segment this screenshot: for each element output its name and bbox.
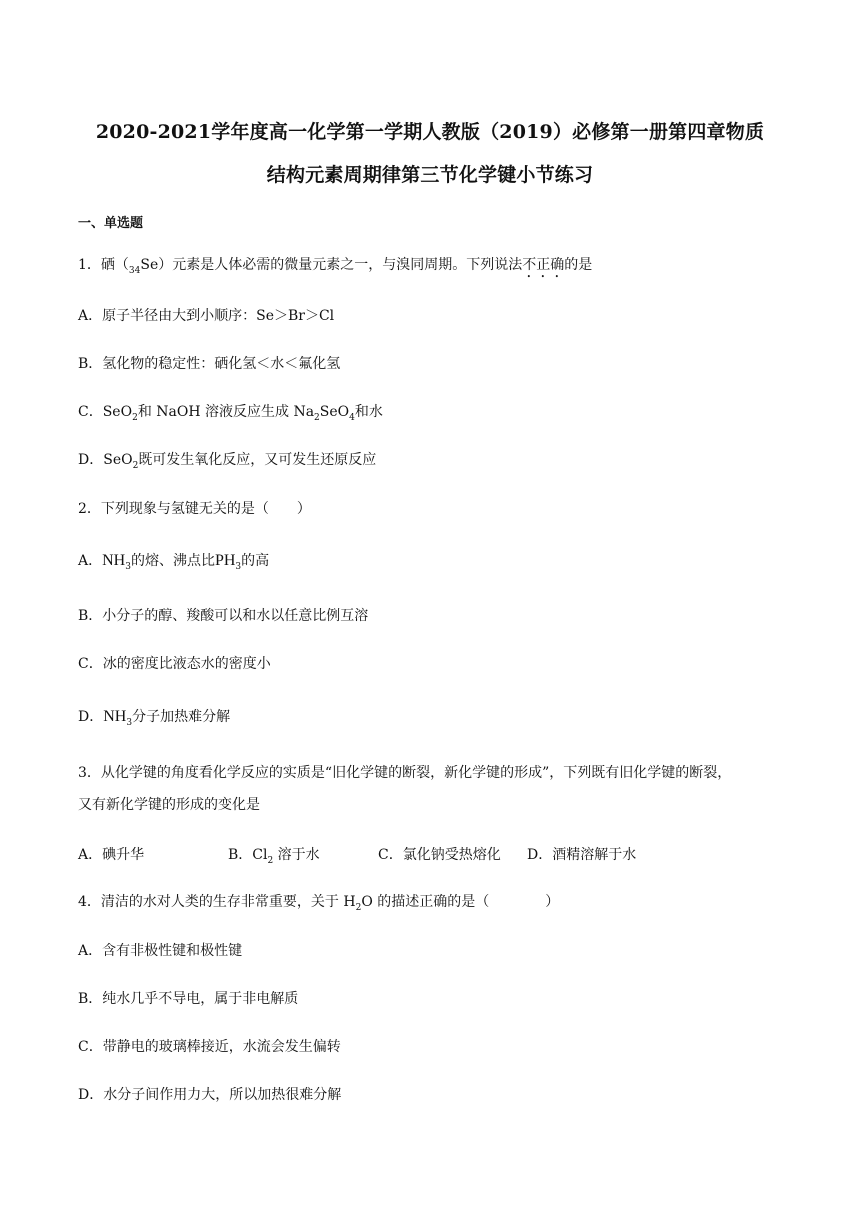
question-1-option-c: C．SeO$_2$和 NaOH 溶液反应生成 $Na_2SeO_4$和水 (78, 404, 383, 423)
question-2-option-a: A．$NH_3$的熔、沸点比$PH_3$的高 (78, 552, 270, 572)
question-1-stem: 1．硒$(_{34}Se)$元素是人体必需的微量元素之一，与溴同周期。下列说法不正确的是 (78, 257, 593, 276)
question-3-option-b: B．$Cl_2$ 溶于水 (228, 847, 320, 866)
question-2-option-b: B．小分子的醇、羧酸可以和水以任意比例互溶 (78, 608, 369, 624)
question-3-option-d: D．酒精溶解于水 (527, 847, 637, 863)
question-1-option-a: A．原子半径由大到小顺序：Se＞Br＞Cl (78, 308, 335, 324)
question-4-option-c: C．带静电的玻璃棒接近，水流会发生偏转 (78, 1039, 341, 1055)
question-2-option-c: C．冰的密度比液态水的密度小 (78, 656, 271, 672)
question-3-stem-line1: 3．从化学键的角度看化学反应的实质是“旧化学键的断裂，新化学键的形成”，下列既有旧化学键的断裂， (78, 765, 732, 781)
document-title-line2: 结构元素周期律第三节化学键小节练习 (266, 164, 594, 186)
question-1-option-d: D．SeO$_2$既可发生氧化反应，又可发生还原反应 (78, 452, 377, 471)
question-1-option-b: B．氢化物的稳定性：硒化氢＜水＜氟化氢 (78, 356, 341, 372)
question-4-option-a: A．含有非极性键和极性键 (78, 943, 243, 959)
question-3-stem-line2: 又有新化学键的形成的变化是 (78, 797, 260, 813)
document-title-line1: 2020-2021学年度高一化学第一学期人教版（2019）必修第一册第四章物质 (95, 121, 765, 143)
question-4-option-b: B．纯水几乎不导电，属于非电解质 (78, 991, 299, 1007)
question-2-stem: 2．下列现象与氢键无关的是（ ） (78, 501, 311, 517)
emphasis-not-correct: 不正确 (522, 257, 565, 273)
question-4-stem: 4．清洁的水对人类的生存非常重要，关于 $H_2O$ 的描述正确的是（ ） (78, 894, 560, 913)
question-3-option-c: C．氯化钠受热熔化 (378, 847, 501, 863)
section-heading: 一、单选题 (78, 216, 144, 231)
question-2-option-d: D．$NH_3$分子加热难分解 (78, 708, 231, 728)
question-3-option-a: A．碘升华 (78, 847, 145, 863)
question-4-option-d: D．水分子间作用力大，所以加热很难分解 (78, 1087, 342, 1103)
